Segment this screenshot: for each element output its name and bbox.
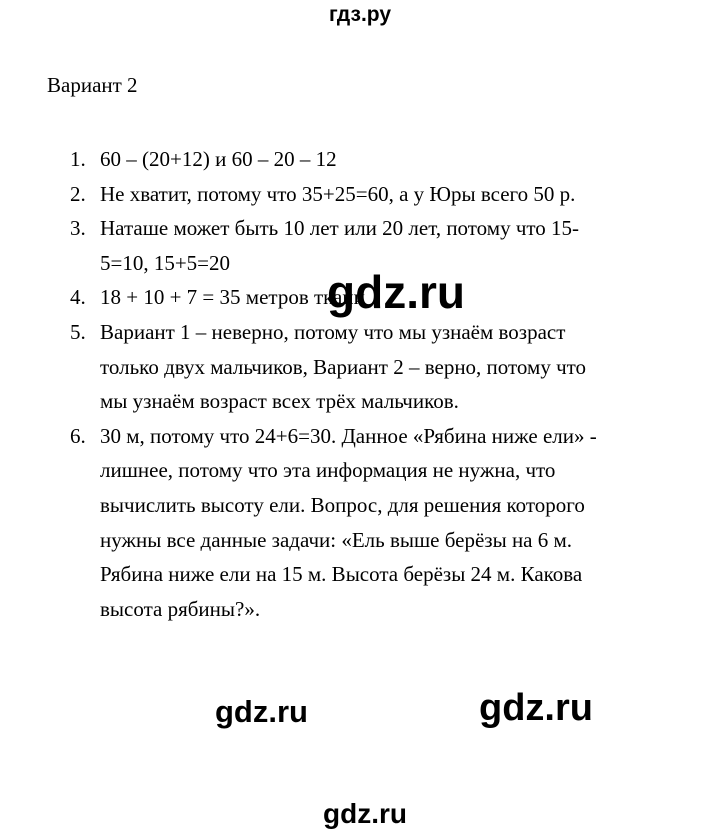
- watermark-left: gdz.ru: [215, 694, 308, 729]
- site-header: гдз.ру: [328, 3, 392, 26]
- answer-text: Наташе может быть 10 лет или 20 лет, потому что 15-5=10, 15+5=20: [100, 216, 580, 275]
- watermark-center: gdz.ru: [327, 266, 465, 318]
- answer-number: 5.: [70, 319, 86, 344]
- watermark-bottom: gdz.ru: [323, 798, 407, 829]
- answer-item-6: [70, 419, 610, 627]
- answer-number: 3.: [70, 216, 86, 241]
- answer-text: 30 м, потому что 24+6=30. Данное «Рябина ниже ели» - лишнее, потому что эта информация не нужна, что вычислить высоту ели. Вопрос, для решения которого нужны все данные задачи: «Ель выше берёзы на 6 м. Рябина ниже ели на 15 м. Высота берёзы 24 м. Какова высота рябины?».: [100, 423, 597, 621]
- answer-text: 18 + 10 + 7 = 35 метров ткани: [100, 285, 365, 310]
- answer-item-2: [70, 177, 610, 212]
- answer-number: 6.: [70, 423, 86, 448]
- answer-text: 60 – (20+12) и 60 – 20 – 12: [100, 147, 337, 171]
- answer-number: 1.: [70, 147, 86, 171]
- answer-text: Не хватит, потому что 35+25=60, а у Юры всего 50 р.: [100, 181, 576, 206]
- answer-number: 4.: [70, 285, 86, 310]
- watermark-right: gdz.ru: [479, 687, 593, 729]
- answer-number: 2.: [70, 181, 86, 206]
- variant-title: Вариант 2: [47, 73, 138, 97]
- answer-item-1: [70, 142, 610, 177]
- answer-list: [70, 142, 610, 626]
- answer-text: Вариант 1 – неверно, потому что мы узнаём возраст только двух мальчиков, Вариант 2 – верно, потому что мы узнаём возраст всех трёх мальчиков.: [100, 319, 587, 414]
- answer-item-5: [70, 315, 610, 419]
